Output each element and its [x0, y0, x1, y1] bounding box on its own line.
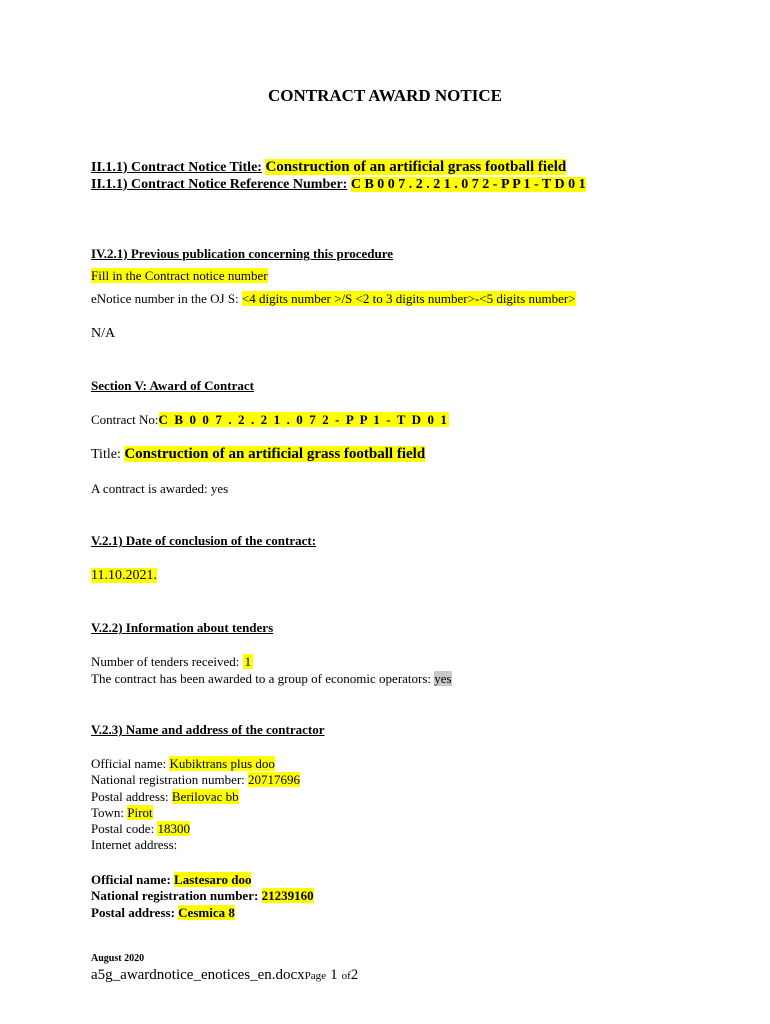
c1-postal-address-value: Berilovac bb: [171, 789, 239, 804]
contract-awarded-text: A contract is awarded: yes: [91, 481, 229, 496]
enotice-label: eNotice number in the OJ S:: [91, 291, 239, 306]
fill-in-text: Fill in the Contract notice number: [91, 268, 268, 283]
contract-no-label: Contract No:: [91, 412, 159, 427]
c1-official-name-label: Official name:: [91, 756, 167, 771]
contract-title-value: Construction of an artificial grass football field: [124, 446, 426, 462]
notice-title-line: [91, 159, 566, 176]
contractor-heading: V.2.3) Name and address of the contractor: [91, 722, 325, 737]
c1-registration-label: National registration number:: [91, 772, 245, 787]
footer-page-number: 1: [330, 967, 338, 983]
contract-no-line: [91, 412, 449, 428]
reference-number-label: II.1.1) Contract Notice Reference Number:: [91, 177, 348, 192]
conclusion-date-value: 11.10.2021.: [91, 568, 157, 583]
footer-date: August 2020: [91, 953, 145, 964]
c2-official-name-line: [91, 872, 251, 888]
tenders-received-label: Number of tenders received:: [91, 654, 240, 669]
enotice-value: <4 digits number >/S <2 to 3 digits number>-<5 digits number>: [241, 291, 576, 306]
c1-postal-address-line: [91, 789, 239, 805]
c1-registration-value: 20717696: [248, 772, 301, 787]
c1-postal-code-line: [91, 821, 190, 837]
tenders-heading: V.2.2) Information about tenders: [91, 620, 274, 635]
notice-title-value: Construction of an artificial grass football field: [265, 159, 567, 175]
c1-town-line: [91, 805, 153, 821]
c1-internet-address-label: Internet address:: [91, 837, 178, 852]
c1-official-name-line: [91, 756, 275, 772]
footer-of-word: of: [341, 970, 351, 982]
na-text: N/A: [91, 326, 116, 341]
footer-page-total: 2: [350, 967, 359, 983]
c1-registration-line: [91, 772, 300, 788]
c1-town-value: Pirot: [127, 805, 153, 820]
previous-publication-heading: IV.2.1) Previous publication concerning this procedure: [91, 246, 394, 261]
c1-official-name-value: Kubiktrans plus doo: [169, 756, 275, 771]
footer-page-word: Page: [304, 970, 327, 982]
c2-postal-address-line: [91, 905, 235, 921]
c2-registration-label: National registration number:: [91, 888, 259, 903]
contract-no-value: C B 0 0 7 . 2 . 2 1 . 0 7 2 - P P 1 - T D 0 1: [158, 412, 449, 427]
footer-filename: a5g_awardnotice_enotices_en.docx: [91, 967, 305, 983]
c2-official-name-value: Lastesaro doo: [174, 872, 252, 887]
contract-title-label: Title:: [91, 447, 121, 462]
award-section-heading: Section V: Award of Contract: [91, 378, 254, 393]
footer-line: [91, 966, 358, 984]
contract-title-line: [91, 446, 425, 463]
c2-registration-value: 21239160: [261, 888, 314, 903]
group-awarded-value: yes: [434, 671, 452, 686]
conclusion-date: [91, 568, 157, 584]
group-awarded-line: [91, 671, 452, 687]
tenders-received-line: [91, 654, 253, 670]
notice-title-label: II.1.1) Contract Notice Title:: [91, 160, 262, 175]
c2-official-name-label: Official name:: [91, 872, 171, 887]
reference-number-line: [91, 177, 586, 193]
group-awarded-label: The contract has been awarded to a group of economic operators:: [91, 671, 432, 686]
conclusion-date-heading: V.2.1) Date of conclusion of the contract:: [91, 533, 317, 548]
reference-number-value: C B 0 0 7 . 2 . 2 1 . 0 7 2 - P P 1 - T D 0 1: [350, 177, 586, 192]
enotice-line: [91, 291, 576, 307]
c2-postal-address-value: Cesmica 8: [178, 905, 235, 920]
tenders-received-value: 1: [244, 654, 252, 669]
c2-registration-line: [91, 888, 314, 904]
document-title: CONTRACT AWARD NOTICE: [268, 86, 502, 105]
c1-postal-code-value: 18300: [157, 821, 190, 836]
fill-in-note: [91, 268, 268, 284]
c1-town-label: Town:: [91, 805, 125, 820]
c1-postal-code-label: Postal code:: [91, 821, 155, 836]
c1-postal-address-label: Postal address:: [91, 789, 169, 804]
c2-postal-address-label: Postal address:: [91, 905, 175, 920]
